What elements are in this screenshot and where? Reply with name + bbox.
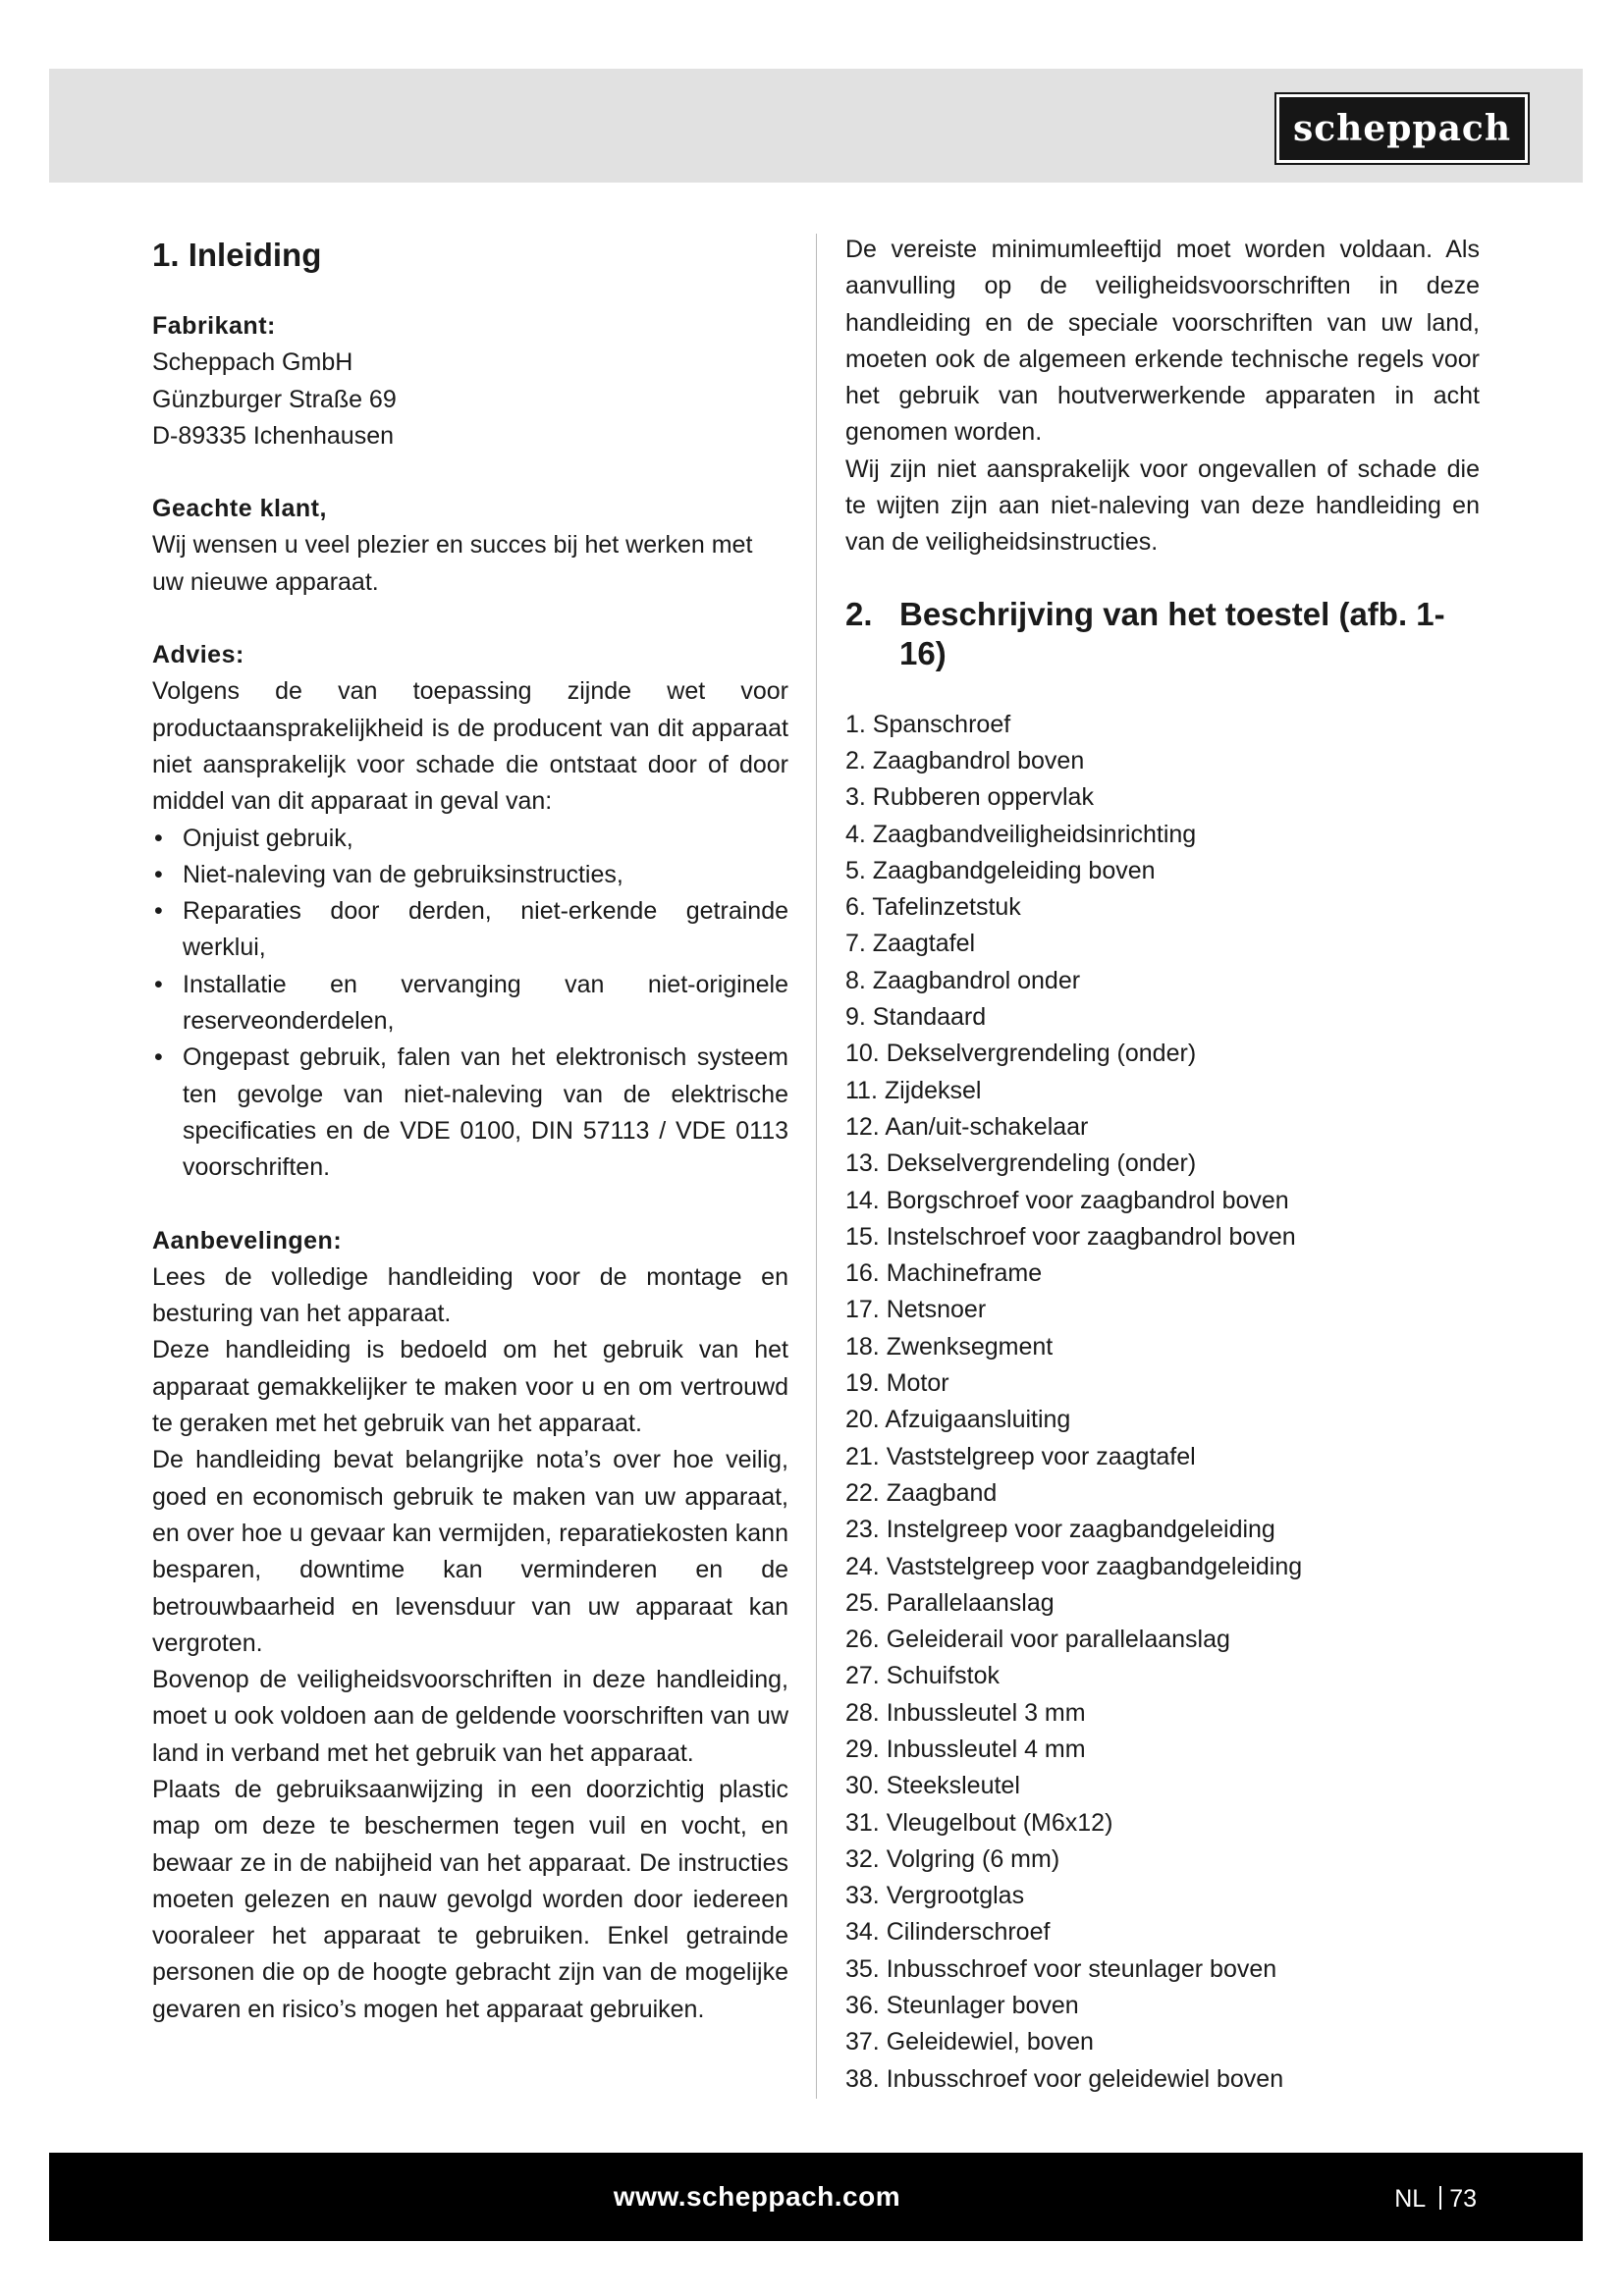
list-item: 2. Zaagbandrol boven: [845, 746, 1085, 774]
manufacturer-line: D-89335 Ichenhausen: [152, 421, 395, 450]
list-item: 24. Vaststelgreep voor zaagbandgeleiding: [845, 1552, 1303, 1580]
website-link[interactable]: www.scheppach.com: [613, 2181, 901, 2212]
list-item: 36. Steunlager boven: [845, 1992, 1079, 2020]
page-header: [49, 69, 1583, 183]
list-item: • Onjuist gebruik,: [152, 821, 788, 857]
list-item: • Niet-naleving van de gebruiksinstructies,: [152, 857, 788, 893]
list-item: 34. Cilinderschroef: [845, 1918, 1051, 1947]
recommendation-paragraph: De handleiding bevat belangrijke nota’s over hoe veilig, goed en economisch gebruik te maken van uw apparaat, en over hoe u gevaar kan vermijden, reparatiekosten kann besparen, downtime kan verminderen en de betrouwbaarheid en levensduur van uw apparaat kan vergroten.: [152, 1446, 788, 1657]
column-divider: [816, 234, 817, 2099]
list-item: 30. Steeksleutel: [845, 1772, 1020, 1800]
manufacturer-block: [152, 308, 788, 454]
list-item: 8. Zaagbandrol onder: [845, 966, 1081, 994]
list-item: 1. Spanschroef: [845, 710, 1011, 738]
list-item: 31. Vleugelbout (M6x12): [845, 1808, 1113, 1837]
list-item: 13. Dekselvergrendeling (onder): [845, 1149, 1197, 1178]
advice-label: Advies:: [152, 641, 244, 669]
list-item: 27. Schuifstok: [845, 1662, 1001, 1690]
list-item: 11. Zijdeksel: [845, 1076, 982, 1104]
list-item: • Ongepast gebruik, falen van het elektronisch systeem ten gevolge van niet-naleving van de elektrische specificaties en de VDE 0100, DIN 57113 / VDE 0113 voorschriften.: [152, 1040, 788, 1186]
list-item: 3. Rubberen oppervlak: [845, 783, 1094, 812]
list-item: 32. Volgring (6 mm): [845, 1844, 1060, 1873]
list-item: 6. Tafelinzetstuk: [845, 893, 1021, 922]
list-item: 38. Inbusschroef voor geleidewiel boven: [845, 2064, 1284, 2093]
list-item: 19. Motor: [845, 1369, 949, 1398]
list-item: 20. Afzuigaansluiting: [845, 1406, 1071, 1434]
list-item: • Reparaties door derden, niet-erkende getrainde werklui,: [152, 893, 788, 967]
advice-block: [152, 637, 788, 1186]
list-item: 33. Vergrootglas: [845, 1882, 1025, 1910]
language-code: NL: [1394, 2185, 1427, 2213]
list-item: 5. Zaagbandgeleiding boven: [845, 856, 1156, 884]
section-heading-description: [845, 595, 1480, 673]
right-column: [845, 232, 1480, 2098]
list-item: 17. Netsnoer: [845, 1296, 987, 1324]
list-item: 28. Inbussleutel 3 mm: [845, 1698, 1086, 1727]
left-column: [152, 232, 788, 2028]
list-item: 29. Inbussleutel 4 mm: [845, 1735, 1086, 1763]
list-item: 14. Borgschroef voor zaagbandrol boven: [845, 1186, 1289, 1214]
advice-text: Volgens de van toepassing zijnde wet voor productaansprakelijkheid is de producent van dit apparaat niet aansprakelijk voor schade die ontstaat door of door middel van dit apparaat in geval van:: [152, 677, 788, 816]
scheppach-logo: scheppach: [1276, 94, 1528, 163]
recommendations-label: Aanbevelingen:: [152, 1226, 343, 1255]
recommendations-block: [152, 1223, 788, 2029]
greeting-text: Wij wensen u veel plezier en succes bij het werken met uw nieuwe apparaat.: [152, 531, 753, 596]
list-item: 21. Vaststelgreep voor zaagtafel: [845, 1442, 1196, 1470]
greeting-block: [152, 491, 788, 601]
list-item: 37. Geleidewiel, boven: [845, 2028, 1094, 2056]
list-item: 23. Instelgreep voor zaagbandgeleiding: [845, 1516, 1275, 1544]
list-item: 9. Standaard: [845, 1003, 987, 1032]
greeting-label: Geachte klant,: [152, 495, 327, 523]
list-item: 12. Aan/uit-schakelaar: [845, 1112, 1089, 1141]
section-title: Inleiding: [188, 237, 322, 273]
list-item: 25. Parallelaanslag: [845, 1588, 1055, 1617]
advice-list: [152, 821, 788, 1187]
footer-separator: [1439, 2186, 1441, 2210]
parts-list: [845, 707, 1480, 2098]
recommendation-paragraph: Lees de volledige handleiding voor de montage en besturing van het apparaat.: [152, 1262, 788, 1328]
page-indicator: [1394, 2153, 1477, 2245]
section-title: Beschrijving van het toestel (afb. 1-16): [899, 595, 1445, 671]
intro-paragraph: De vereiste minimumleeftijd moet worden voldaan. Als aanvulling op de veiligheidsvoorschriften in deze handleiding en de speciale voorschriften van uw land, moeten ook de algemeen erkende technische regels voor het gebruik van houtverwerkende apparaten in acht genomen worden.: [845, 236, 1480, 447]
section-heading-intro: [152, 232, 788, 275]
manufacturer-line: Scheppach GmbH: [152, 348, 353, 377]
list-item: 22. Zaagband: [845, 1478, 998, 1507]
manufacturer-label: Fabrikant:: [152, 312, 276, 340]
list-item: • Installatie en vervanging van niet-originele reserveonderdelen,: [152, 967, 788, 1041]
list-item: 26. Geleiderail voor parallelaanslag: [845, 1626, 1230, 1654]
list-item: 35. Inbusschroef voor steunlager boven: [845, 1954, 1277, 1983]
list-item: 7. Zaagtafel: [845, 930, 976, 958]
list-item: 18. Zwenksegment: [845, 1332, 1054, 1361]
section-number: 2.: [845, 595, 873, 632]
list-item: 10. Dekselvergrendeling (onder): [845, 1040, 1197, 1068]
page-number: 73: [1449, 2185, 1477, 2213]
list-item: 16. Machineframe: [845, 1259, 1043, 1288]
manufacturer-line: Günzburger Straße 69: [152, 385, 397, 413]
intro-paragraph: Wij zijn niet aansprakelijk voor ongevallen of schade die te wijten zijn aan niet-naleving van deze handleiding en van de veiligheidsinstructies.: [845, 454, 1480, 557]
recommendation-paragraph: Plaats de gebruiksaanwijzing in een doorzichtig plastic map om deze te beschermen tegen vuil en vocht, en bewaar ze in de nabijheid van het apparaat. De instructies moeten gelezen en nauw gevolgd worden door iedereen vooraleer het apparaat te gebruiken. Enkel getrainde personen die op de hoogte gebracht zijn van de mogelijke gevaren en risico’s mogen het apparaat gebruiken.: [152, 1775, 788, 2023]
page-footer: [49, 2153, 1583, 2241]
recommendation-paragraph: Bovenop de veiligheidsvoorschriften in deze handleiding, moet u ook voldoen aan de geldende voorschriften van uw land in verband met het gebruik van het apparaat.: [152, 1666, 788, 1767]
list-item: 4. Zaagbandveiligheidsinrichting: [845, 820, 1197, 848]
recommendation-paragraph: Deze handleiding is bedoeld om het gebruik van het apparaat gemakkelijker te maken voor u en om vertrouwd te geraken met het gebruik van het apparaat.: [152, 1336, 788, 1438]
section-number: 1.: [152, 237, 180, 273]
list-item: 15. Instelschroef voor zaagbandrol boven: [845, 1222, 1296, 1251]
